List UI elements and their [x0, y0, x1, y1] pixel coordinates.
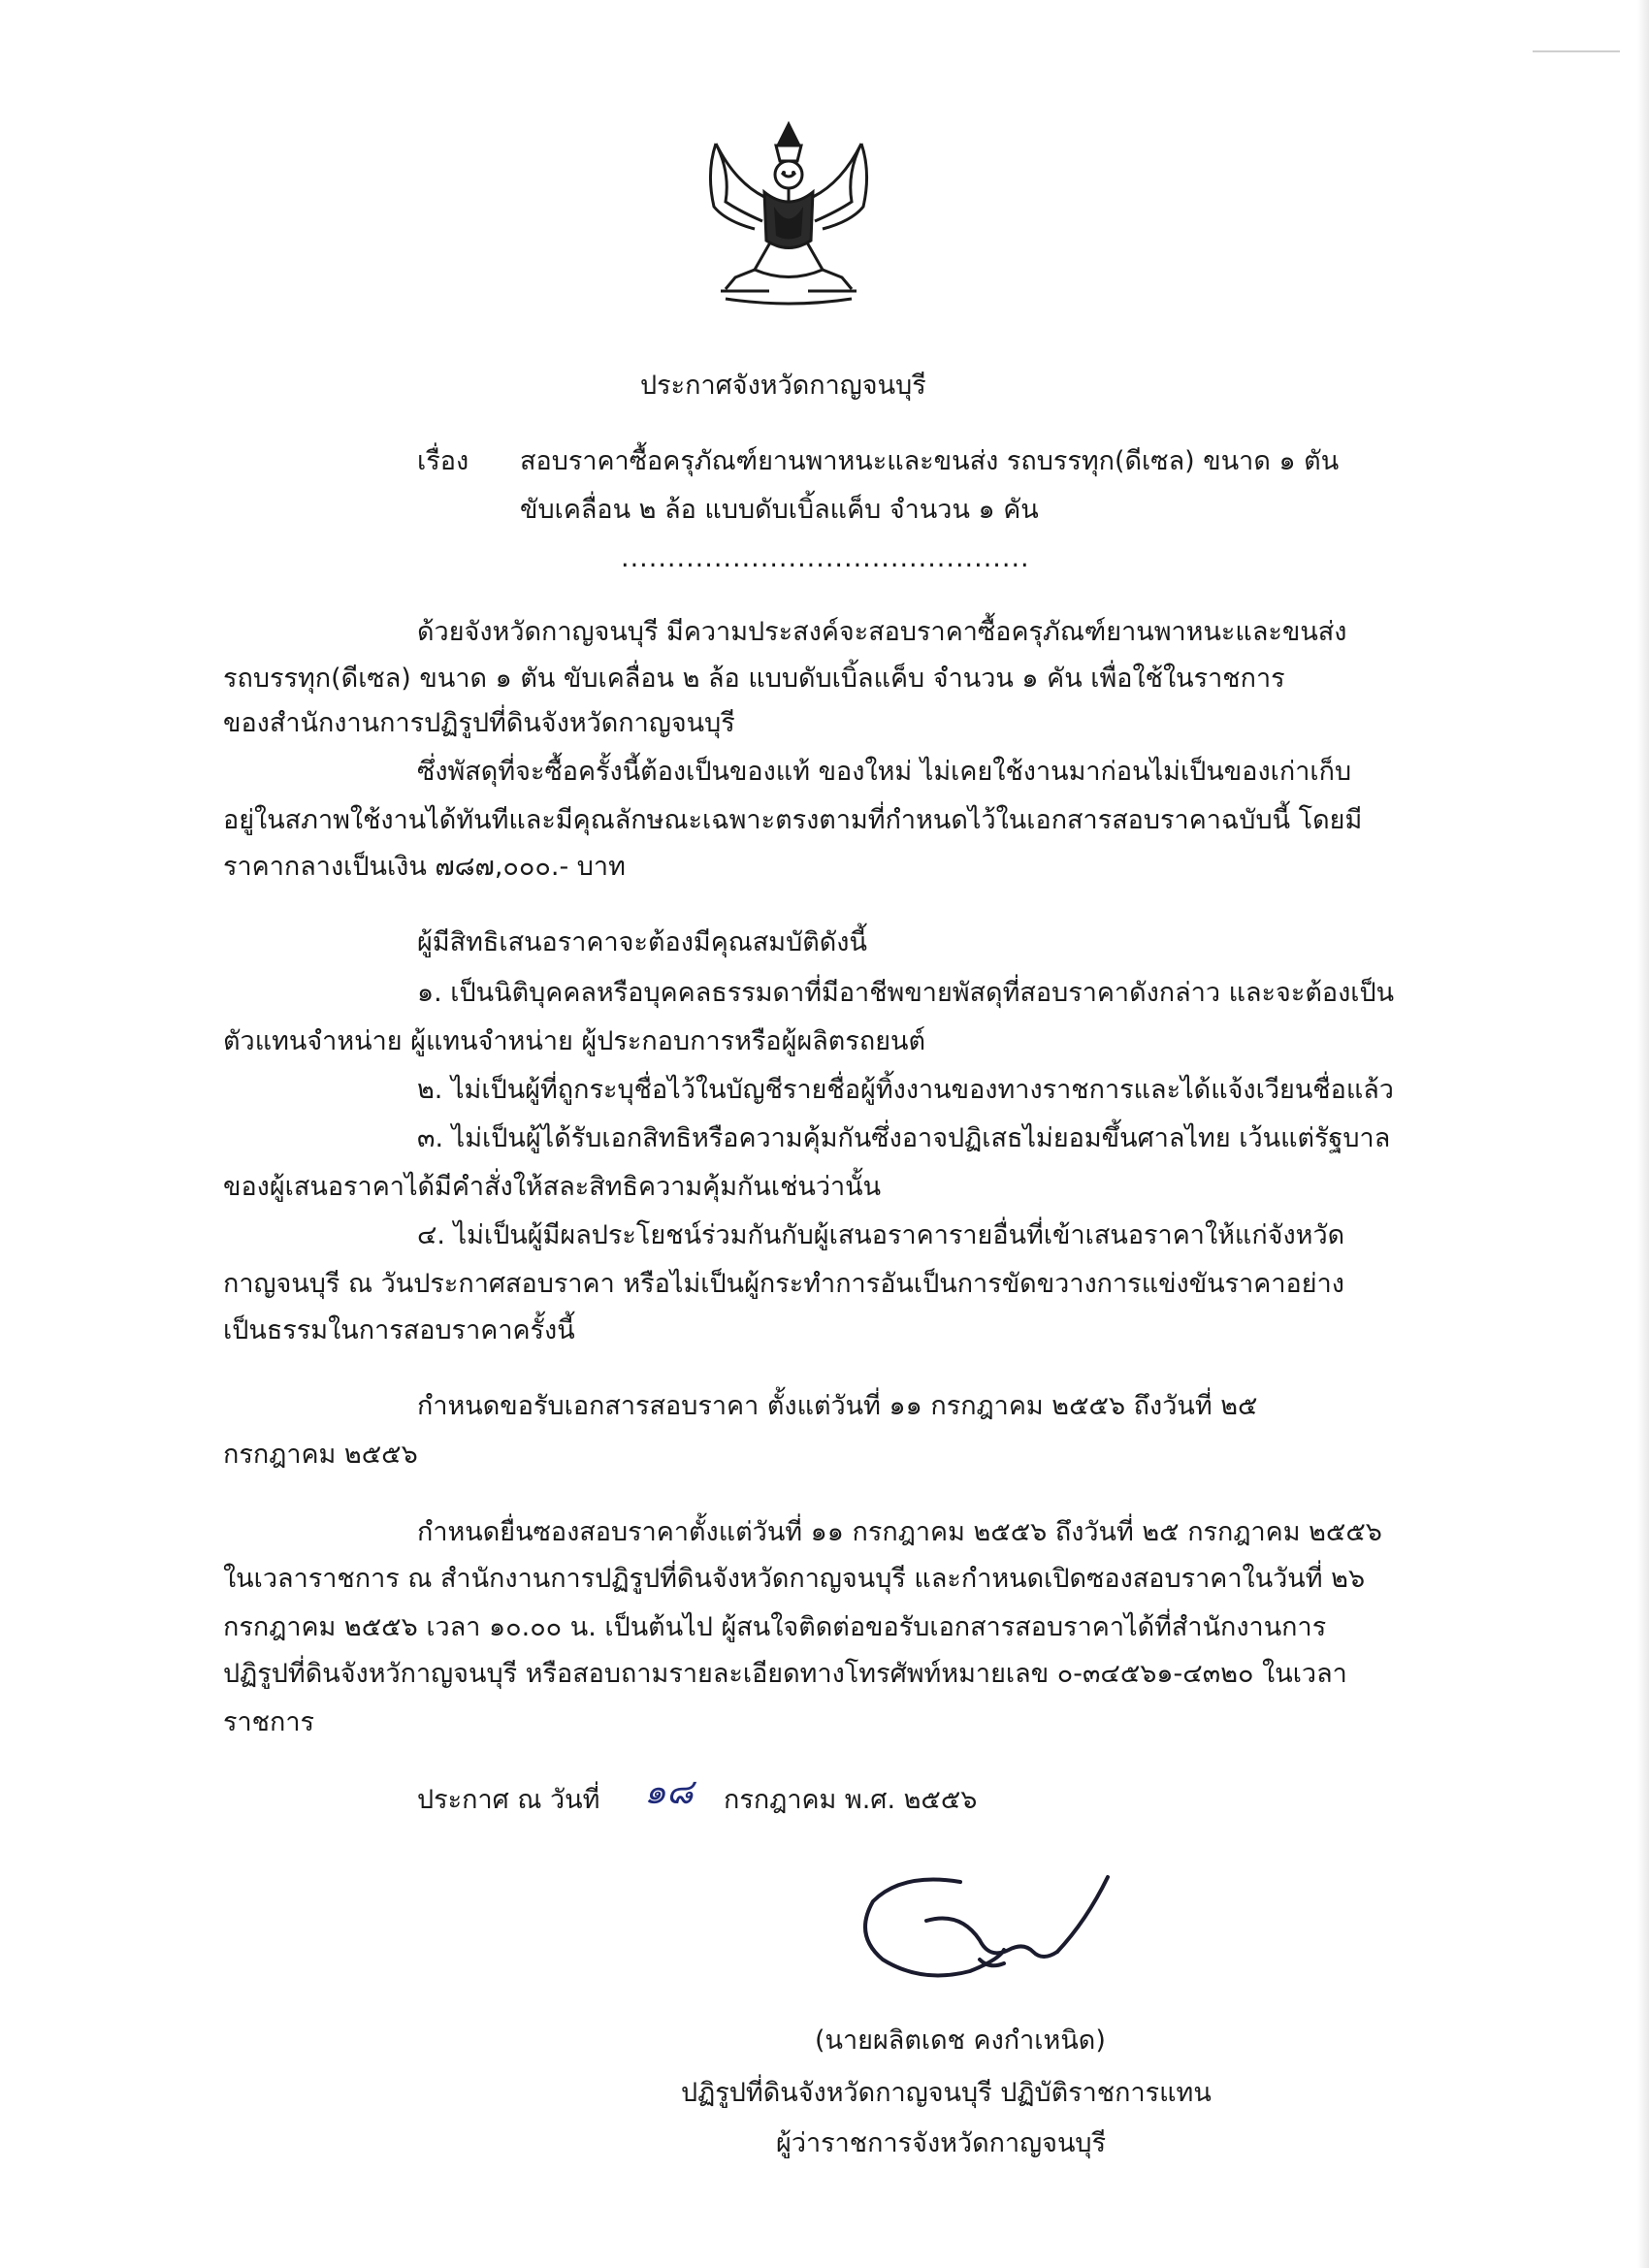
body-line: รถบรรทุก(ดีเซล) ขนาด ๑ ตัน ขับเคลื่อน ๒ ล้อ แบบดับเบิ้ลแค็บ จำนวน ๑ คัน เพื่อใช้ในราชการ	[223, 664, 1285, 694]
scan-edge-shadow	[1637, 0, 1649, 2268]
qualification-item: ของผู้เสนอราคาได้มีคำสั่งให้สละสิทธิความคุ้มกันเช่นว่านั้น	[223, 1172, 882, 1202]
qualification-item: ตัวแทนจำหน่าย ผู้แทนจำหน่าย ผู้ประกอบการหรือผู้ผลิตรถยนต์	[223, 1026, 926, 1056]
signatory-name: (นายผลิตเดช คงกำเหนิด)	[815, 2025, 1106, 2056]
subject-line: สอบราคาซื้อครุภัณฑ์ยานพาหนะและขนส่ง รถบรรทุก(ดีเซล) ขนาด ๑ ตัน	[520, 446, 1340, 476]
qualification-heading: ผู้มีสิทธิเสนอราคาจะต้องมีคุณสมบัติดังนี้	[417, 927, 867, 957]
body-line: ซึ่งพัสดุที่จะซื้อครั้งนี้ต้องเป็นของแท้ ของใหม่ ไม่เคยใช้งานมาก่อนไม่เป็นของเก่าเก็บ	[417, 757, 1352, 787]
dotted-divider: ............................................	[621, 543, 1030, 573]
qualification-item: ๑. เป็นนิติบุคคลหรือบุคคลธรรมดาที่มีอาชีพขายพัสดุที่สอบราคาดังกล่าว และจะต้องเป็น	[417, 978, 1395, 1008]
qualification-item: กาญจนบุรี ณ วันประกาศสอบราคา หรือไม่เป็นผู้กระทำการอันเป็นการขัดขวางการแข่งขันราคาอย่าง	[223, 1269, 1344, 1299]
subject-label: เรื่อง	[417, 446, 469, 476]
subject-line: ขับเคลื่อน ๒ ล้อ แบบดับเบิ้ลแค็บ จำนวน ๑ คัน	[520, 495, 1039, 525]
bid-period-line: กำหนดยื่นซองสอบราคาตั้งแต่วันที่ ๑๑ กรกฎาคม ๒๕๕๖ ถึงวันที่ ๒๕ กรกฎาคม ๒๕๕๖	[417, 1517, 1382, 1547]
scan-mark	[1533, 50, 1620, 52]
bid-period-line: กรกฎาคม ๒๕๕๖ เวลา ๑๐.๐๐ น. เป็นต้นไป ผู้สนใจติดต่อขอรับเอกสารสอบราคาได้ที่สำนักงานการ	[223, 1612, 1327, 1642]
announcement-suffix: กรกฎาคม พ.ศ. ๒๕๕๖	[724, 1785, 978, 1815]
qualification-item: ๔. ไม่เป็นผู้มีผลประโยชน์ร่วมกันกับผู้เสนอราคารายอื่นที่เข้าเสนอราคาให้แก่จังหวัด	[417, 1220, 1345, 1250]
qualification-item: ๓. ไม่เป็นผู้ได้รับเอกสิทธิหรือความคุ้มกันซึ่งอาจปฏิเสธไม่ยอมขึ้นศาลไทย เว้นแต่รัฐบาล	[417, 1123, 1391, 1153]
signatory-position: ผู้ว่าราชการจังหวัดกาญจนบุรี	[776, 2128, 1107, 2158]
body-line: ด้วยจังหวัดกาญจนบุรี มีความประสงค์จะสอบราคาซื้อครุภัณฑ์ยานพาหนะและขนส่ง	[417, 617, 1347, 647]
document-period-line: กำหนดขอรับเอกสารสอบราคา ตั้งแต่วันที่ ๑๑ กรกฎาคม ๒๕๕๖ ถึงวันที่ ๒๕	[417, 1391, 1258, 1421]
bid-period-line: ราชการ	[223, 1707, 314, 1737]
bid-period-line: ในเวลาราชการ ณ สำนักงานการปฏิรูปที่ดินจังหวัดกาญจนบุรี และกำหนดเปิดซองสอบราคาในวันที่ ๒๖	[223, 1564, 1366, 1594]
handwritten-signature-icon	[844, 1863, 1125, 2008]
announcement-prefix: ประกาศ ณ วันที่	[417, 1785, 600, 1815]
document-period-line: กรกฎาคม ๒๕๕๖	[223, 1440, 418, 1470]
garuda-emblem-icon	[696, 114, 881, 313]
qualification-item: เป็นธรรมในการสอบราคาครั้งนี้	[223, 1315, 575, 1345]
bid-period-line: ปฏิรูปที่ดินจังหวักาญจนบุรี หรือสอบถามรายละเอียดทางโทรศัพท์หมายเลข ๐-๓๔๕๖๑-๔๓๒๐ ในเวลา	[223, 1659, 1347, 1689]
signatory-position: ปฏิรูปที่ดินจังหวัดกาญจนบุรี ปฏิบัติราชการแทน	[681, 2078, 1212, 2108]
page-title: ประกาศจังหวัดกาญจนบุรี	[640, 371, 926, 401]
body-line: อยู่ในสภาพใช้งานได้ทันทีและมีคุณลักษณะเฉพาะตรงตามที่กำหนดไว้ในเอกสารสอบราคาฉบับนี้ โดยมี	[223, 805, 1363, 835]
qualification-item: ๒. ไม่เป็นผู้ที่ถูกระบุชื่อไว้ในบัญชีรายชื่อผู้ทิ้งงานของทางราชการและได้แจ้งเวียนชื่อแล้ว	[417, 1075, 1394, 1105]
body-line: ของสำนักงานการปฏิรูปที่ดินจังหวัดกาญจนบุรี	[223, 708, 735, 738]
handwritten-day: ๑๘	[644, 1772, 694, 1812]
body-line: ราคากลางเป็นเงิน ๗๘๗,๐๐๐.- บาท	[223, 852, 626, 882]
